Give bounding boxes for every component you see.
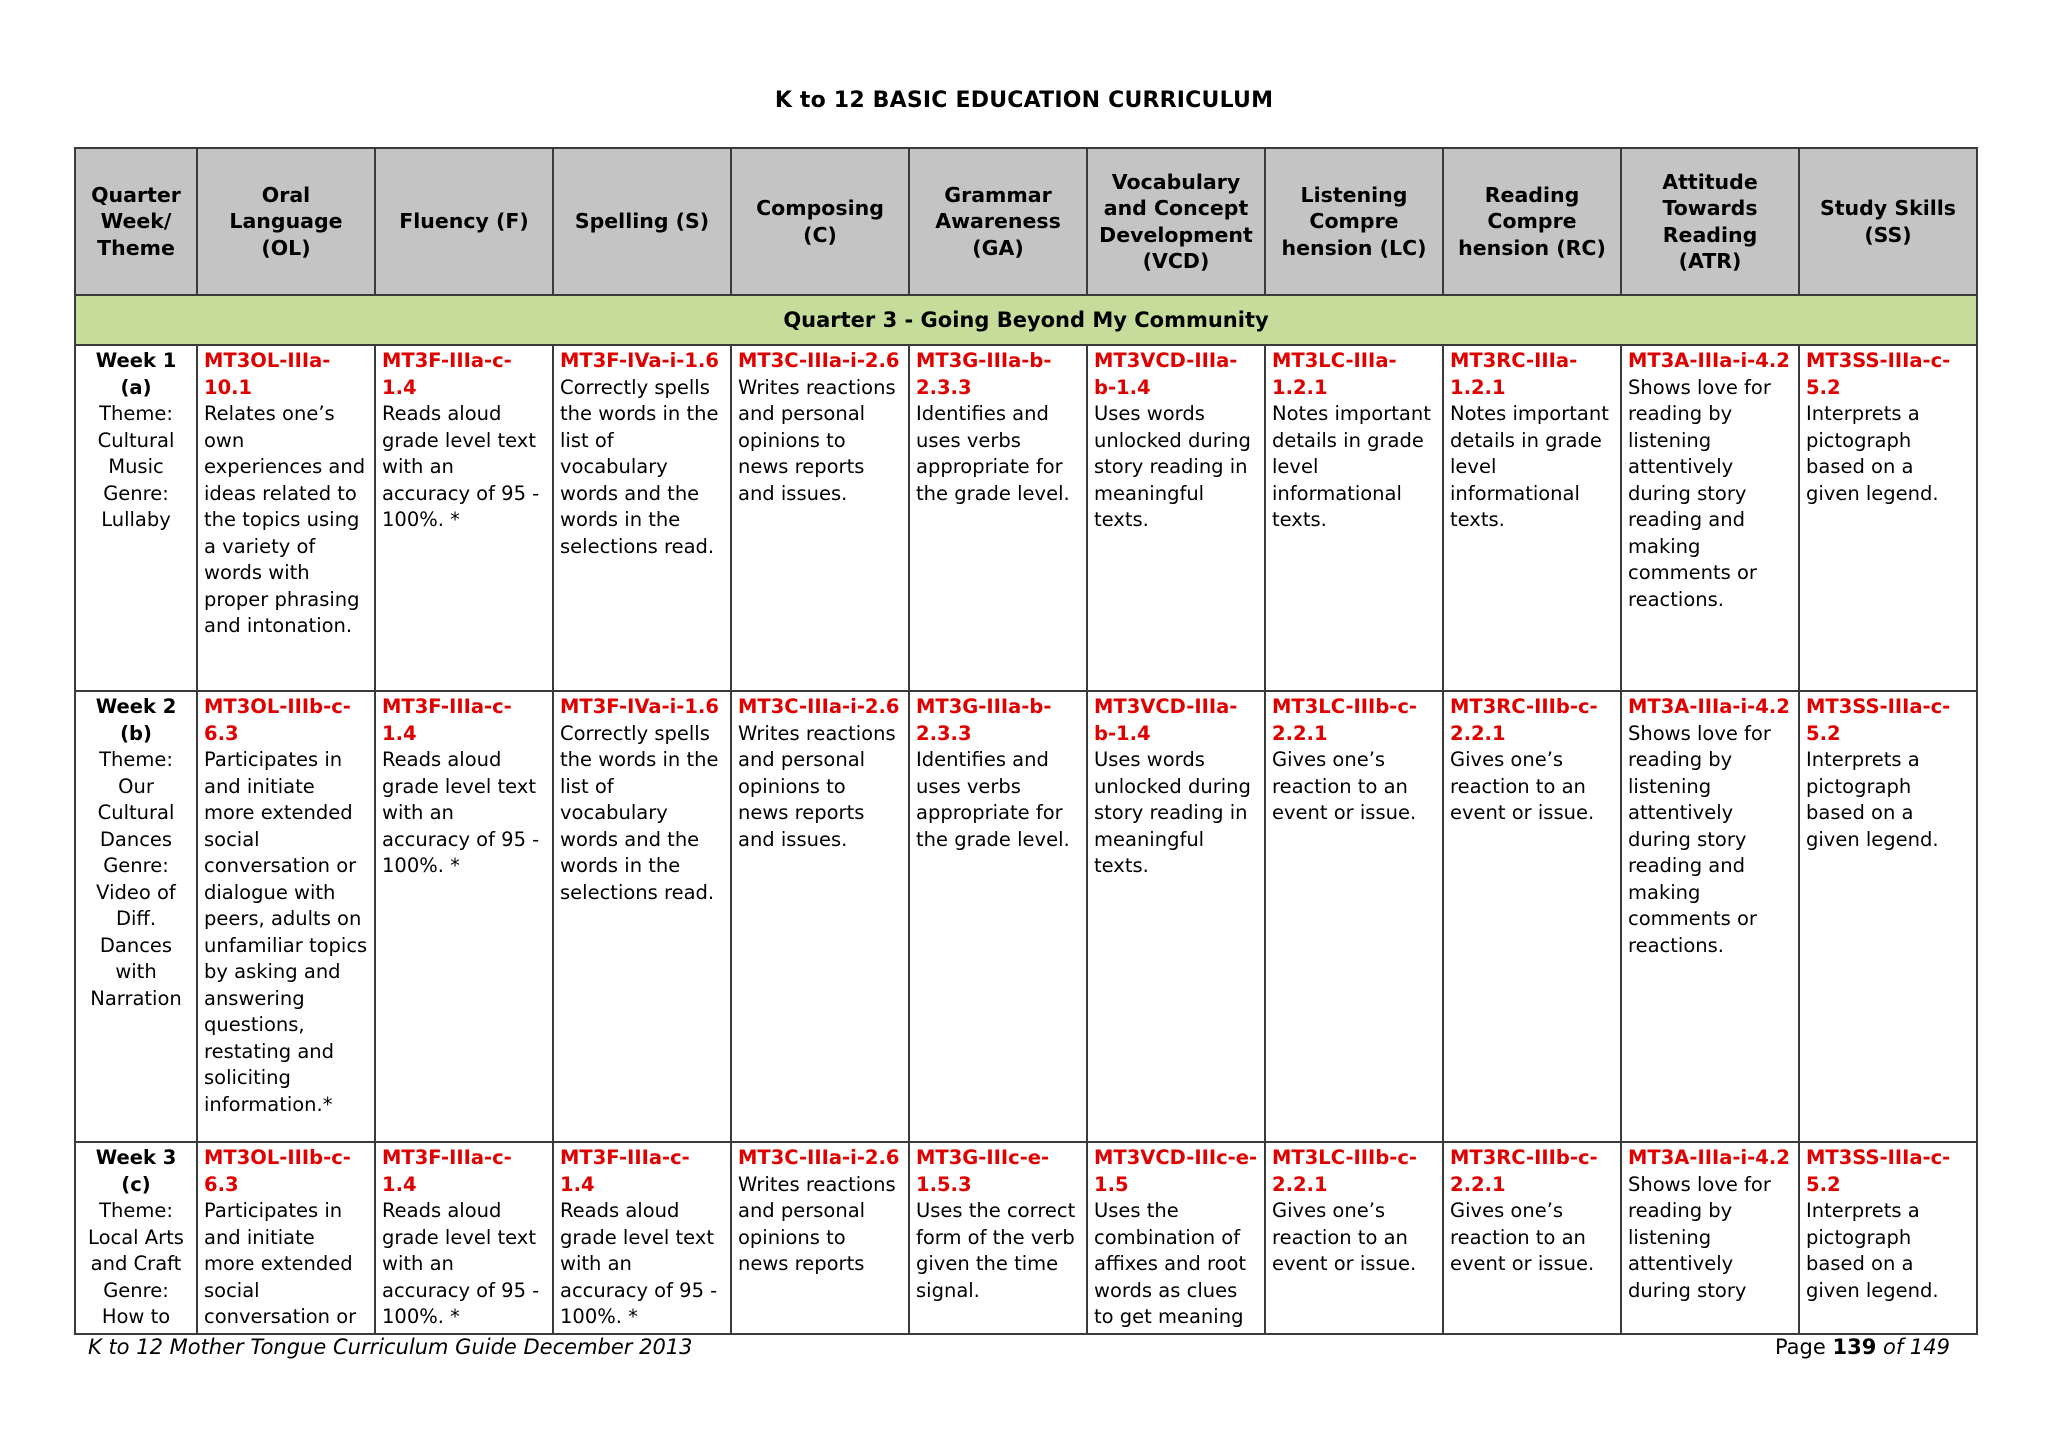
- competency-cell: [1799, 1142, 1977, 1334]
- competency-desc: Gives one’s reaction to an event or issue.: [1450, 1199, 1595, 1275]
- competency-cell: [1621, 1142, 1799, 1334]
- competency-code: MT3F-IIIa-c-1.4: [560, 1146, 690, 1196]
- competency-desc: Uses the correct form of the verb given the time signal.: [916, 1199, 1076, 1302]
- competency-cell: [1799, 345, 1977, 691]
- header-listening-comprehension: Listening Compre hension (LC): [1265, 148, 1443, 295]
- competency-code: MT3SS-IIIa-c-5.2: [1806, 695, 1951, 745]
- competency-code: MT3G-IIIa-b-2.3.3: [916, 349, 1052, 399]
- competency-code: MT3A-IIIa-i-4.2: [1628, 349, 1790, 372]
- header-spelling: Spelling (S): [553, 148, 731, 295]
- week-label: Week 2: [95, 695, 177, 718]
- competency-cell: [375, 691, 553, 1142]
- competency-cell: [375, 1142, 553, 1334]
- competency-desc: Notes important details in grade level informational texts.: [1450, 402, 1609, 531]
- competency-cell: [553, 1142, 731, 1334]
- week-cell: [75, 1142, 197, 1334]
- competency-desc: Participates in and initiate more extended social conversation or: [204, 1199, 357, 1328]
- week-theme: Theme: Local Arts and Craft Genre: How to: [88, 1199, 184, 1328]
- competency-cell: [731, 345, 909, 691]
- competency-code: MT3OL-IIIb-c-6.3: [204, 1146, 351, 1196]
- competency-desc: Reads aloud grade level text with an accuracy of 95 - 100%. *: [382, 748, 540, 877]
- table-row: [75, 1142, 1977, 1334]
- header-study-skills: Study Skills (SS): [1799, 148, 1977, 295]
- competency-cell: [1265, 1142, 1443, 1334]
- competency-cell: [375, 345, 553, 691]
- competency-cell: [1087, 691, 1265, 1142]
- competency-code: MT3G-IIIa-b-2.3.3: [916, 695, 1052, 745]
- document-title: K to 12 BASIC EDUCATION CURRICULUM: [774, 88, 1274, 113]
- competency-desc: Writes reactions and personal opinions to news reports and issues.: [738, 721, 896, 851]
- competency-code: MT3LC-IIIa-1.2.1: [1272, 349, 1397, 399]
- competency-cell: [1621, 691, 1799, 1142]
- header-fluency: Fluency (F): [375, 148, 553, 295]
- header-grammar-awareness: Grammar Awareness (GA): [909, 148, 1087, 295]
- competency-desc: Participates in and initiate more extended social conversation or dialogue with peers, adults on unfamiliar topics by asking and answering questions, restating and soliciting information.*: [204, 748, 368, 1116]
- competency-desc: Reads aloud grade level text with an accuracy of 95 - 100%. *: [382, 1199, 540, 1328]
- competency-desc: Notes important details in grade level informational texts.: [1272, 402, 1431, 531]
- competency-code: MT3VCD-IIIc-e-1.5: [1094, 1146, 1258, 1196]
- competency-code: MT3SS-IIIa-c-5.2: [1806, 1146, 1951, 1196]
- competency-cell: [1265, 345, 1443, 691]
- quarter-row: [75, 295, 1977, 345]
- competency-desc: Interprets a pictograph based on a given legend.: [1806, 748, 1939, 851]
- competency-desc: Relates one’s own experiences and ideas related to the topics using a variety of words with proper phrasing and intonation.: [204, 402, 366, 637]
- competency-cell: [909, 345, 1087, 691]
- competency-cell: [1087, 345, 1265, 691]
- footer-page-number: [1775, 1335, 1950, 1359]
- week-letter: (c): [121, 1172, 151, 1196]
- competency-code: MT3F-IIIa-c-1.4: [382, 695, 512, 745]
- header-composing: Composing (C): [731, 148, 909, 295]
- competency-cell: [1443, 345, 1621, 691]
- competency-code: MT3LC-IIIb-c-2.2.1: [1272, 1146, 1418, 1196]
- header-row: [75, 148, 1977, 295]
- competency-code: MT3SS-IIIa-c-5.2: [1806, 349, 1951, 399]
- footer-guide-title: K to 12 Mother Tongue Curriculum Guide December 2013: [88, 1335, 693, 1359]
- competency-desc: Shows love for reading by listening attentively during story reading and making comments or reactions.: [1628, 375, 1771, 611]
- week-cell: [75, 345, 197, 691]
- competency-code: MT3C-IIIa-i-2.6: [738, 1146, 900, 1169]
- competency-cell: [1087, 1142, 1265, 1334]
- week-theme: Theme: Our Cultural Dances Genre: Video of Diff. Dances with Narration: [90, 748, 182, 1010]
- header-reading-comprehension: Reading Compre hension (RC): [1443, 148, 1621, 295]
- competency-code: MT3A-IIIa-i-4.2: [1628, 1146, 1790, 1169]
- week-label: Week 3: [95, 1146, 177, 1169]
- week-cell: [75, 691, 197, 1142]
- competency-desc: Reads aloud grade level text with an accuracy of 95 - 100%. *: [560, 1199, 718, 1328]
- competency-code: MT3G-IIIc-e-1.5.3: [916, 1146, 1050, 1196]
- competency-code: MT3F-IIIa-c-1.4: [382, 1146, 512, 1196]
- competency-cell: [553, 345, 731, 691]
- competency-cell: [197, 691, 375, 1142]
- competency-code: MT3RC-IIIa-1.2.1: [1450, 349, 1578, 399]
- competency-desc: Reads aloud grade level text with an accuracy of 95 - 100%. *: [382, 402, 540, 531]
- competency-code: MT3RC-IIIb-c-2.2.1: [1450, 695, 1598, 745]
- competency-desc: Writes reactions and personal opinions to news reports: [738, 1172, 896, 1275]
- competency-cell: [1799, 691, 1977, 1142]
- competency-code: MT3F-IVa-i-1.6: [560, 349, 719, 372]
- table-row: [75, 691, 1977, 1142]
- competency-code: MT3A-IIIa-i-4.2: [1628, 695, 1790, 718]
- competency-code: MT3C-IIIa-i-2.6: [738, 695, 900, 718]
- header-vocabulary: Vocabulary and Concept Development (VCD): [1087, 148, 1265, 295]
- competency-code: MT3VCD-IIIa-b-1.4: [1094, 349, 1238, 399]
- competency-code: MT3RC-IIIb-c-2.2.1: [1450, 1146, 1598, 1196]
- week-theme: Theme: Cultural Music Genre: Lullaby: [97, 402, 175, 531]
- competency-cell: [731, 691, 909, 1142]
- header-quarter-week-theme: Quarter Week/ Theme: [75, 148, 197, 295]
- competency-cell: [197, 1142, 375, 1334]
- competency-desc: Identifies and uses verbs appropriate for the grade level.: [916, 402, 1070, 505]
- competency-cell: [909, 1142, 1087, 1334]
- table-row: [75, 345, 1977, 691]
- competency-cell: [1443, 1142, 1621, 1334]
- competency-desc: Shows love for reading by listening attentively during story reading and making comments or reactions.: [1628, 721, 1771, 957]
- competency-desc: Gives one’s reaction to an event or issue.: [1272, 748, 1417, 824]
- competency-desc: Gives one’s reaction to an event or issue.: [1450, 748, 1595, 824]
- competency-cell: [1621, 345, 1799, 691]
- competency-code: MT3OL-IIIa-10.1: [204, 349, 331, 399]
- competency-code: MT3LC-IIIb-c-2.2.1: [1272, 695, 1418, 745]
- competency-cell: [731, 1142, 909, 1334]
- page-prefix: Page: [1774, 1335, 1826, 1359]
- competency-code: MT3F-IIIa-c-1.4: [382, 349, 512, 399]
- header-attitude-towards-reading: Attitude Towards Reading (ATR): [1621, 148, 1799, 295]
- quarter-label: Quarter 3 - Going Beyond My Community: [75, 295, 1977, 345]
- competency-cell: [197, 345, 375, 691]
- page-total: of 149: [1883, 1335, 1950, 1359]
- competency-desc: Gives one’s reaction to an event or issue.: [1272, 1199, 1417, 1275]
- competency-code: MT3F-IVa-i-1.6: [560, 695, 719, 718]
- competency-code: MT3C-IIIa-i-2.6: [738, 349, 900, 372]
- header-oral-language: Oral Language (OL): [197, 148, 375, 295]
- competency-cell: [1265, 691, 1443, 1142]
- competency-cell: [1443, 691, 1621, 1142]
- competency-desc: Interprets a pictograph based on a given legend.: [1806, 1199, 1939, 1302]
- competency-desc: Uses the combination of affixes and root words as clues to get meaning: [1094, 1199, 1247, 1328]
- competency-code: MT3OL-IIIb-c-6.3: [204, 695, 351, 745]
- competency-cell: [553, 691, 731, 1142]
- week-label: Week 1: [95, 349, 177, 372]
- curriculum-table: [74, 147, 1978, 1335]
- competency-desc: Uses words unlocked during story reading in meaningful texts.: [1094, 402, 1251, 531]
- page-current: 139: [1832, 1335, 1877, 1359]
- competency-desc: Correctly spells the words in the list of vocabulary words and the words in the selections read.: [560, 721, 719, 904]
- competency-desc: Correctly spells the words in the list of vocabulary words and the words in the selections read.: [560, 375, 719, 558]
- competency-code: MT3VCD-IIIa-b-1.4: [1094, 695, 1238, 745]
- competency-desc: Identifies and uses verbs appropriate for the grade level.: [916, 748, 1070, 851]
- week-letter: (a): [120, 375, 152, 399]
- competency-cell: [909, 691, 1087, 1142]
- week-letter: (b): [120, 721, 152, 745]
- competency-desc: Writes reactions and personal opinions to news reports and issues.: [738, 375, 896, 505]
- competency-desc: Shows love for reading by listening attentively during story: [1628, 1172, 1771, 1302]
- competency-desc: Interprets a pictograph based on a given legend.: [1806, 402, 1939, 505]
- competency-desc: Uses words unlocked during story reading in meaningful texts.: [1094, 748, 1251, 877]
